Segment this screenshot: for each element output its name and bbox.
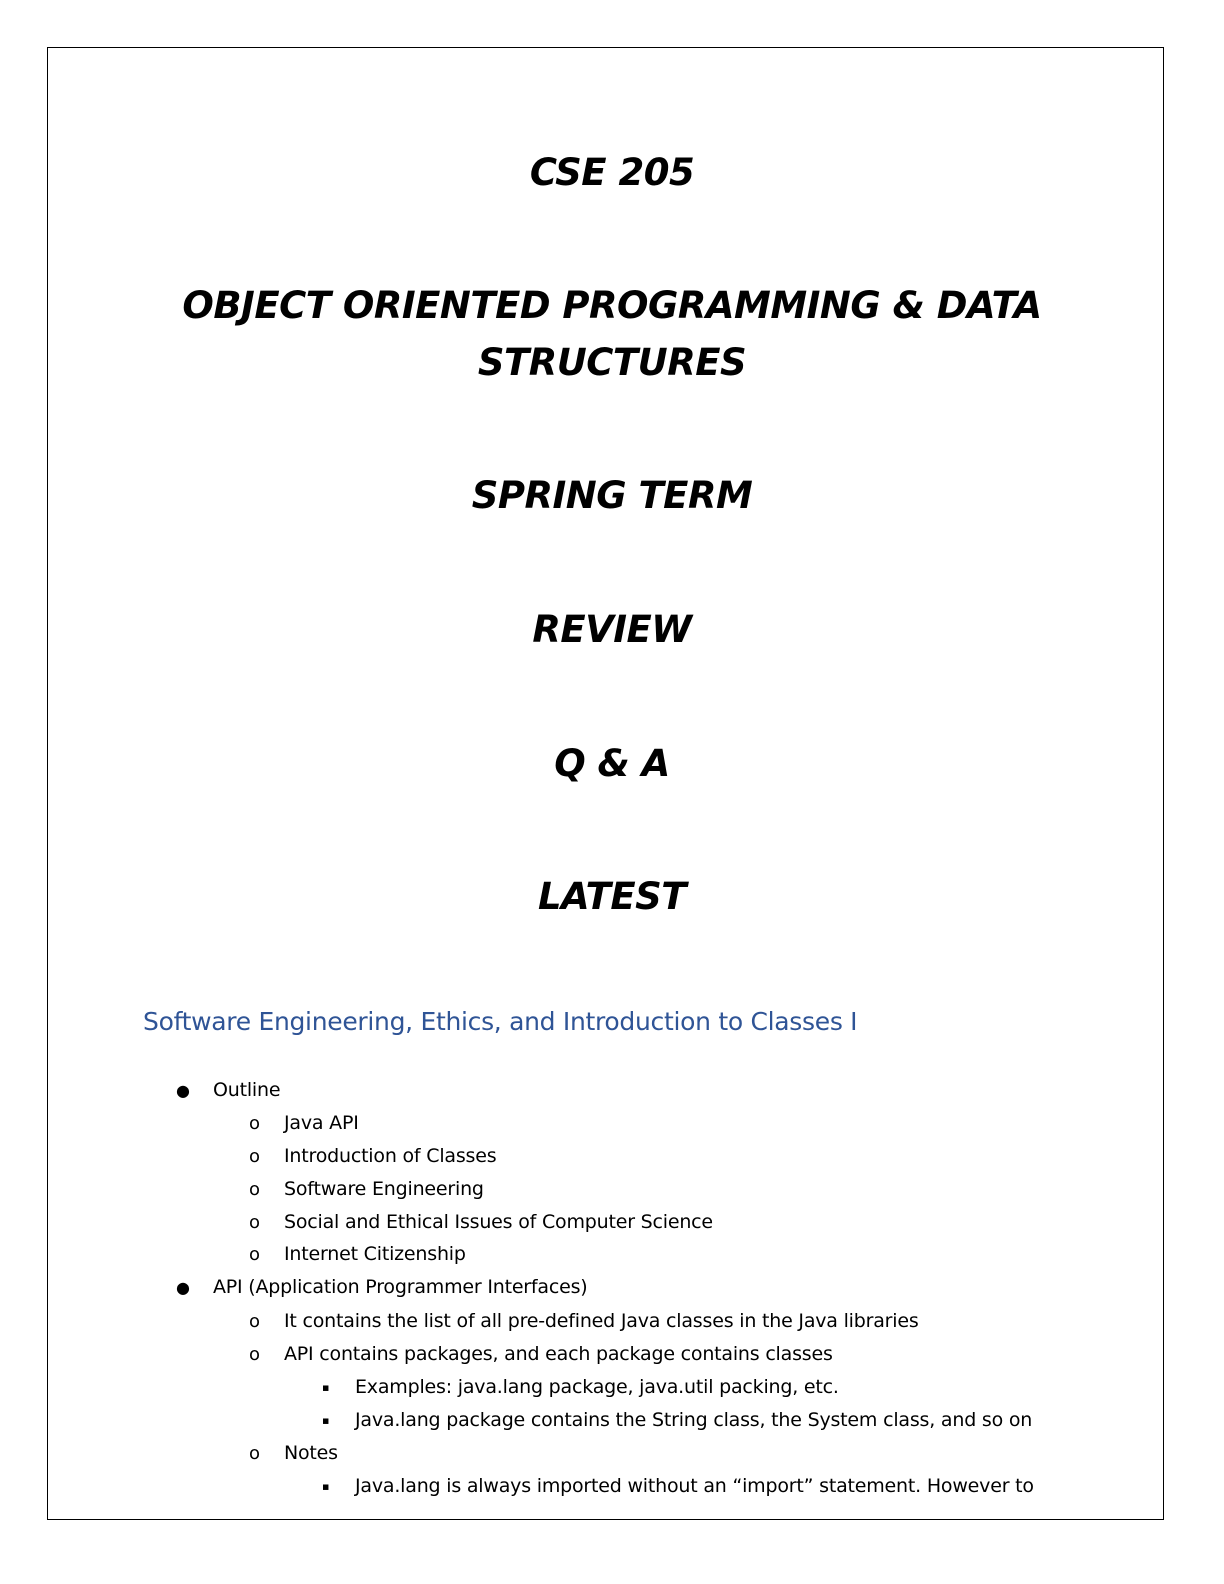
list-item: Introduction of Classes bbox=[284, 1145, 497, 1167]
list-item: API contains packages, and each package contains classes bbox=[284, 1343, 833, 1365]
course-code-title: CSE 205 bbox=[529, 151, 695, 194]
list-item: Software Engineering bbox=[284, 1178, 484, 1200]
list-item: It contains the list of all pre-defined Java classes in the Java libraries bbox=[284, 1310, 919, 1332]
list-item: Java API bbox=[284, 1112, 359, 1134]
bullet-level1-icon: ● bbox=[176, 1081, 190, 1100]
bullet-level3-icon: ▪ bbox=[322, 1381, 330, 1394]
bullet-level2-icon: o bbox=[249, 1179, 261, 1200]
list-item: Social and Ethical Issues of Computer Science bbox=[284, 1211, 713, 1233]
bullet-level2-icon: o bbox=[249, 1146, 261, 1167]
bullet-level1-icon: ● bbox=[176, 1278, 190, 1297]
list-item-outline: Outline bbox=[213, 1079, 281, 1101]
qa-title: Q & A bbox=[554, 742, 670, 785]
bullet-level2-icon: o bbox=[249, 1311, 261, 1332]
bullet-level2-icon: o bbox=[249, 1113, 261, 1134]
bullet-level2-icon: o bbox=[249, 1443, 261, 1464]
course-name-title-line-1: OBJECT ORIENTED PROGRAMMING & DATA bbox=[182, 284, 1042, 327]
bullet-level2-icon: o bbox=[249, 1244, 261, 1265]
list-item: Examples: java.lang package, java.util packing, etc. bbox=[355, 1376, 839, 1398]
list-item: Internet Citizenship bbox=[284, 1243, 466, 1265]
list-item: Java.lang is always imported without an “import” statement. However to bbox=[355, 1475, 1034, 1497]
latest-title: LATEST bbox=[537, 875, 687, 918]
bullet-level2-icon: o bbox=[249, 1212, 261, 1233]
term-title: SPRING TERM bbox=[471, 474, 753, 517]
review-title: REVIEW bbox=[532, 608, 692, 651]
list-item-api: API (Application Programmer Interfaces) bbox=[213, 1276, 588, 1298]
course-name-title-line-2: STRUCTURES bbox=[477, 341, 747, 384]
bullet-level3-icon: ▪ bbox=[322, 1480, 330, 1493]
bullet-level2-icon: o bbox=[249, 1344, 261, 1365]
list-item: Java.lang package contains the String class, the System class, and so on bbox=[355, 1409, 1033, 1431]
section-heading: Software Engineering, Ethics, and Introduction to Classes I bbox=[143, 1007, 858, 1036]
bullet-level3-icon: ▪ bbox=[322, 1414, 330, 1427]
list-item-notes: Notes bbox=[284, 1442, 338, 1464]
